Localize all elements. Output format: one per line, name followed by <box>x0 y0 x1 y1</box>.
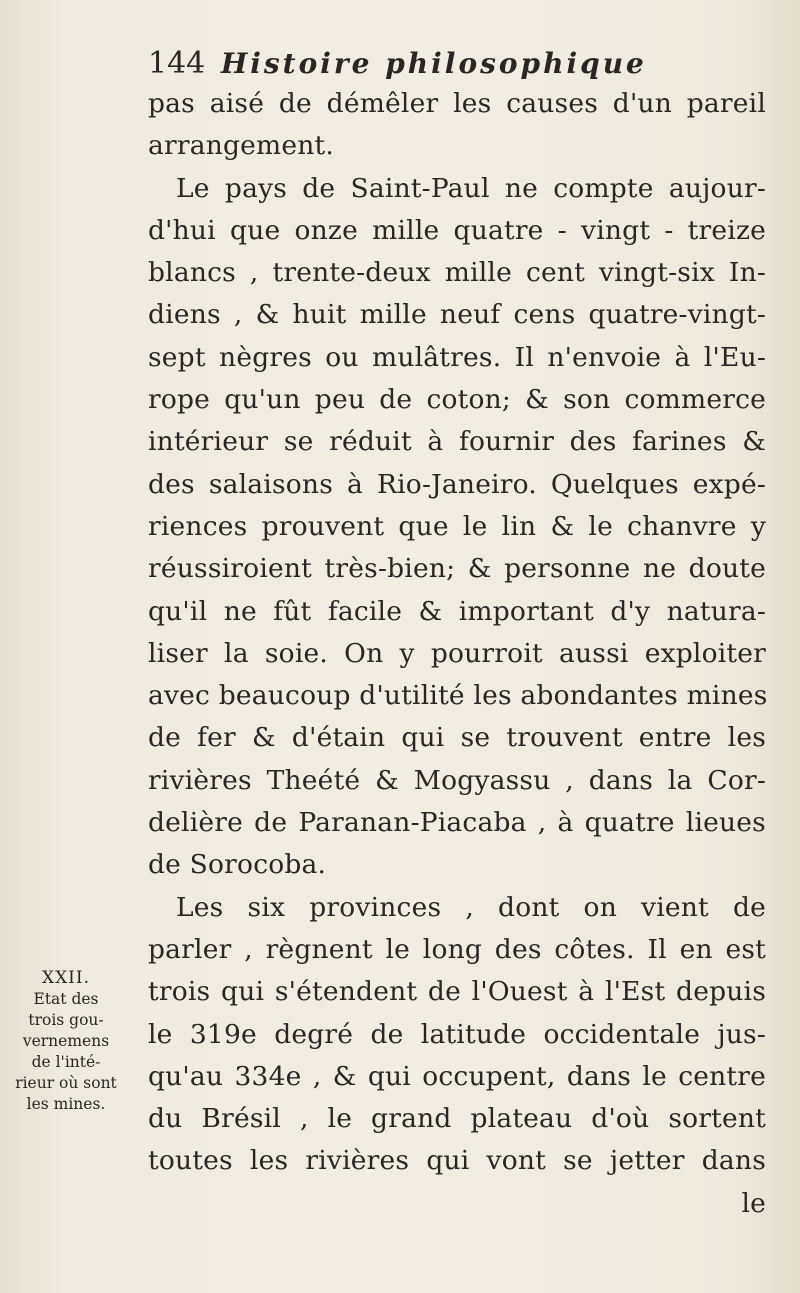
text-line: toutes les rivières qui vont se jetter dans <box>148 1145 766 1177</box>
text-line: d'hui que onze mille quatre - vingt - treize <box>148 214 766 246</box>
text-line: arrangement. <box>148 130 334 162</box>
margin-note-line: trois gou- <box>28 1011 104 1029</box>
margin-note <box>4 968 128 1115</box>
text-line: trois qui s'étendent de l'Ouest à l'Est depuis <box>148 976 766 1008</box>
text-line: sept nègres ou mulâtres. Il n'envoie à l'Eu- <box>148 341 766 373</box>
text-line: de Sorocoba. <box>148 849 327 881</box>
text-line: qu'il ne fût facile & important d'y natura- <box>148 595 766 627</box>
margin-note-line: Etat des <box>33 990 99 1008</box>
text-line: avec beaucoup d'utilité les abondantes mines <box>148 680 768 712</box>
text-line: diens , & huit mille neuf cens quatre-vingt- <box>148 299 766 331</box>
text-line: Le pays de Saint-Paul ne compte aujour- <box>176 172 766 204</box>
running-title: Histoire philosophique <box>220 47 647 80</box>
margin-note-line: les mines. <box>26 1095 106 1113</box>
text-line: parler , règnent le long des côtes. Il en est <box>148 933 766 965</box>
text-line: blancs , trente-deux mille cent vingt-six In- <box>148 257 766 289</box>
body-text <box>148 83 766 1225</box>
text-line: du Brésil , le grand plateau d'où sortent <box>148 1103 766 1135</box>
text-line: pas aisé de démêler les causes d'un pareil <box>148 88 766 119</box>
text-line: delière de Paranan-Piacaba , à quatre lieues <box>148 807 766 839</box>
text-line: rivières Theété & Mogyassu , dans la Cor- <box>148 764 766 796</box>
catchword: le <box>741 1187 766 1219</box>
text-line: Les six provinces , dont on vient de <box>176 891 766 923</box>
text-line: riences prouvent que le lin & le chanvre y <box>148 510 766 542</box>
text-line: rope qu'un peu de coton; & son commerce <box>148 384 766 416</box>
margin-section-number: XXII. <box>41 968 91 988</box>
margin-note-line: vernemens <box>22 1032 110 1050</box>
text-line: de fer & d'étain qui se trouvent entre les <box>148 722 766 754</box>
text-line: intérieur se réduit à fournir des farines & <box>148 426 766 458</box>
page-number: 144 <box>148 46 206 81</box>
running-header <box>148 44 748 84</box>
text-line: liser la soie. On y pourroit aussi exploiter <box>148 637 766 669</box>
margin-note-line: de l'inté- <box>31 1053 101 1071</box>
text-line: qu'au 334e , & qui occupent, dans le centre <box>148 1060 766 1092</box>
text-line: le 319e degré de latitude occidentale jus- <box>148 1018 766 1050</box>
text-line: réussiroient très-bien; & personne ne doute <box>148 553 766 585</box>
margin-note-line: rieur où sont <box>15 1074 117 1092</box>
text-line: des salaisons à Rio-Janeiro. Quelques expé- <box>148 468 766 500</box>
